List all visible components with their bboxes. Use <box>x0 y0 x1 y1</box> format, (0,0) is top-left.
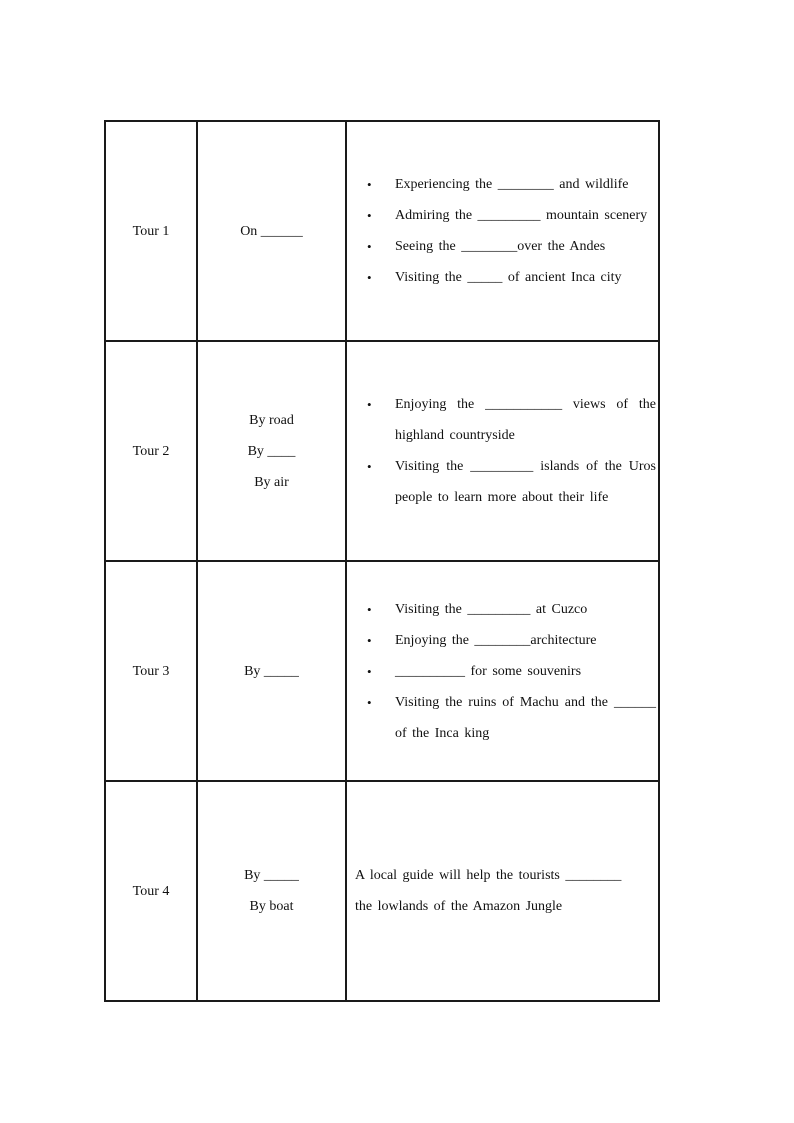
list-item <box>367 389 656 451</box>
tour-name-cell <box>105 121 197 341</box>
tour-name: Tour 3 <box>132 663 170 679</box>
activities-cell <box>346 561 659 781</box>
activity-text: __________ for some souvenirs <box>395 663 582 679</box>
tour-name: Tour 2 <box>132 443 170 459</box>
activities-cell <box>346 781 659 1001</box>
transport-cell <box>197 121 346 341</box>
transport-item: By _____ <box>244 868 299 883</box>
activity-text: Enjoying the ___________ views of the highland countryside <box>395 397 656 443</box>
list-item <box>367 451 656 513</box>
table-row <box>105 341 659 561</box>
transport-item: On ______ <box>240 223 303 239</box>
activity-list <box>347 169 656 293</box>
bullet-icon: • <box>367 663 372 679</box>
activity-text: Visiting the ruins of Machu and the ______ of the Inca king <box>395 694 656 741</box>
activity-text: Visiting the _________ islands of the Uros people to learn more about their life <box>395 459 656 505</box>
transport-cell <box>197 341 346 561</box>
table-row <box>105 561 659 781</box>
list-item <box>367 262 656 293</box>
list-item <box>367 200 656 231</box>
transport-item: By boat <box>249 899 294 914</box>
list-item <box>367 625 656 656</box>
bullet-icon: • <box>367 632 372 648</box>
activity-text: Enjoying the ________architecture <box>395 632 597 648</box>
list-item <box>367 656 656 687</box>
bullet-icon: • <box>367 208 372 223</box>
tour-name-cell <box>105 781 197 1001</box>
transport-cell <box>197 781 346 1001</box>
transport-item: By ____ <box>247 443 296 459</box>
activity-text: Seeing the ________over the Andes <box>395 239 606 254</box>
list-item <box>367 169 656 200</box>
bullet-icon: • <box>367 239 372 254</box>
activity-text: Experiencing the ________ and wildlife <box>395 177 629 192</box>
transport-item: By _____ <box>244 663 299 679</box>
activities-cell <box>346 341 659 561</box>
list-item <box>367 687 656 749</box>
activity-text: Visiting the _________ at Cuzco <box>395 601 588 617</box>
tour-table <box>104 120 660 1002</box>
tour-name: Tour 4 <box>132 883 170 899</box>
bullet-icon: • <box>367 601 372 617</box>
transport-item: By road <box>249 412 294 428</box>
activity-list <box>347 389 656 513</box>
activities-cell <box>346 121 659 341</box>
bullet-icon: • <box>367 459 372 474</box>
activity-text: Admiring the _________ mountain scenery <box>395 208 648 223</box>
bullet-icon: • <box>367 270 372 285</box>
list-item <box>367 231 656 262</box>
transport-item: By air <box>254 474 289 490</box>
activity-text: Visiting the _____ of ancient Inca city <box>395 270 622 285</box>
tour-name: Tour 1 <box>132 223 170 239</box>
bullet-icon: • <box>367 694 372 710</box>
table-row <box>105 121 659 341</box>
bullet-icon: • <box>367 177 372 192</box>
list-item <box>367 594 656 625</box>
tour-name-cell <box>105 561 197 781</box>
activity-list <box>347 594 656 749</box>
table-row <box>105 781 659 1001</box>
bullet-icon: • <box>367 397 372 412</box>
tour-description: A local guide will help the tourists ________ the lowlands of the Amazon Jungle <box>355 868 622 914</box>
transport-cell <box>197 561 346 781</box>
tour-name-cell <box>105 341 197 561</box>
